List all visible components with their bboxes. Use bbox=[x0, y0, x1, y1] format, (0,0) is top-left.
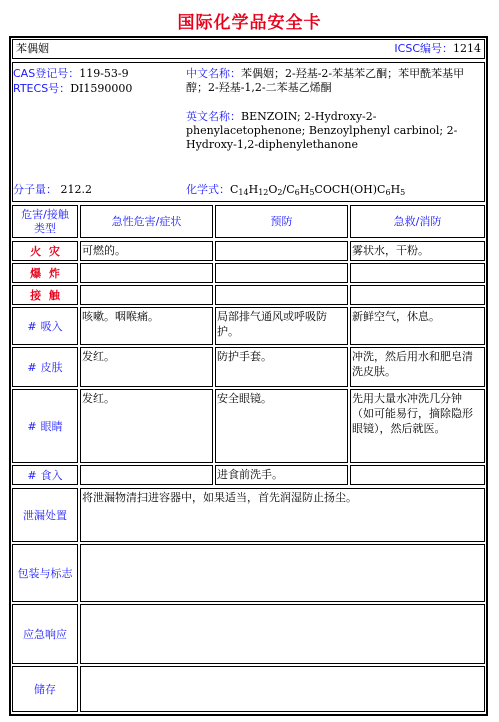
chemical-name: 苯偶姻 bbox=[16, 42, 49, 55]
bottom-text-2 bbox=[80, 604, 485, 664]
bottom-label-0: 泄漏处置 bbox=[12, 488, 78, 542]
col-header-prevention: 预防 bbox=[215, 205, 348, 238]
prevention-cell-4: 防护手套。 bbox=[215, 347, 348, 387]
hash-marker: # bbox=[27, 360, 37, 374]
firstaid-cell-4: 冲洗，然后用水和肥皂清洗皮肤。 bbox=[350, 347, 485, 387]
cas-value: 119-53-9 bbox=[79, 67, 129, 80]
formula-subscript: 6 bbox=[385, 188, 391, 197]
row-label-6 bbox=[12, 465, 78, 485]
hash-marker: # bbox=[27, 319, 37, 333]
acute-cell-3: 咳嗽。咽喉痛。 bbox=[80, 307, 213, 345]
row-label-1 bbox=[12, 263, 78, 283]
row-label-0 bbox=[12, 241, 78, 261]
firstaid-cell-1 bbox=[350, 263, 485, 283]
mw-line bbox=[13, 183, 92, 197]
en-name-block bbox=[186, 110, 482, 152]
prevention-cell-3: 局部排气通风或呼吸防护。 bbox=[215, 307, 348, 345]
acute-cell-2 bbox=[80, 285, 213, 305]
formula-part: H bbox=[299, 183, 310, 196]
en-name-label: 英文名称： bbox=[186, 110, 241, 123]
row-label-text: 火 灾 bbox=[30, 245, 60, 258]
en-name-value: BENZOIN; 2-Hydroxy-2-phenylacetophenone; Benzoylphenyl carbinol; 2-Hydroxy-1,2-diphenylethanone bbox=[186, 110, 458, 151]
formula-line bbox=[186, 183, 405, 197]
formula-part: H bbox=[248, 183, 259, 196]
firstaid-cell-6 bbox=[350, 465, 485, 485]
rtecs-label: RTECS号： bbox=[13, 82, 71, 95]
formula-part: /C bbox=[282, 183, 295, 196]
formula-subscript: 14 bbox=[238, 188, 249, 197]
bottom-text-0: 将泄漏物清扫进容器中，如果适当，首先润湿防止扬尘。 bbox=[80, 488, 485, 542]
row-label-text: 眼睛 bbox=[40, 420, 63, 433]
row-label-text: 接 触 bbox=[30, 289, 60, 302]
hash-marker: # bbox=[27, 419, 37, 433]
formula-subscript: 6 bbox=[294, 188, 300, 197]
firstaid-cell-5: 先用大量水冲洗几分钟（如可能易行，摘除隐形眼镜），然后就医。 bbox=[350, 389, 485, 463]
row-label-4 bbox=[12, 347, 78, 387]
icsc-number bbox=[394, 42, 481, 56]
icsc-label: ICSC编号： bbox=[394, 42, 453, 55]
row-label-2 bbox=[12, 285, 78, 305]
cas-line bbox=[13, 67, 129, 81]
mw-label: 分子量： bbox=[13, 183, 57, 196]
row-label-text: 皮肤 bbox=[40, 361, 63, 374]
cn-name-value: 苯偶姻；2-羟基-2-苯基苯乙酮；苯甲酰苯基甲醇；2-羟基-1,2-二苯基乙烯酮 bbox=[186, 67, 465, 94]
acute-cell-5: 发红。 bbox=[80, 389, 213, 463]
firstaid-cell-3: 新鲜空气，休息。 bbox=[350, 307, 485, 345]
header-row bbox=[12, 39, 485, 59]
prevention-cell-1 bbox=[215, 263, 348, 283]
formula-subscript: 5 bbox=[309, 188, 315, 197]
cn-name-block bbox=[186, 67, 482, 95]
rtecs-line bbox=[13, 82, 132, 96]
acute-cell-6 bbox=[80, 465, 213, 485]
col-header-type: 危害/接触类型 bbox=[12, 205, 78, 238]
firstaid-cell-0: 雾状水，干粉。 bbox=[350, 241, 485, 261]
formula-label: 化学式： bbox=[186, 183, 230, 196]
bottom-label-2: 应急响应 bbox=[12, 604, 78, 664]
formula-part: C bbox=[230, 183, 239, 196]
bottom-label-1: 包装与标志 bbox=[12, 544, 78, 602]
card-title: 国际化学品安全卡 bbox=[177, 13, 322, 33]
rtecs-value: DI1590000 bbox=[70, 82, 133, 95]
col-header-acute: 急性危害/症状 bbox=[80, 205, 213, 238]
row-label-text: 食入 bbox=[40, 469, 63, 482]
row-label-5 bbox=[12, 389, 78, 463]
acute-cell-1 bbox=[80, 263, 213, 283]
formula-subscript: 5 bbox=[400, 188, 406, 197]
formula-subscript: 2 bbox=[277, 188, 283, 197]
bottom-text-1 bbox=[80, 544, 485, 602]
hash-marker: # bbox=[27, 468, 37, 482]
firstaid-cell-2 bbox=[350, 285, 485, 305]
formula-value bbox=[230, 183, 405, 196]
icsc-value: 1214 bbox=[453, 42, 481, 55]
cas-label: CAS登记号： bbox=[13, 67, 80, 80]
bottom-label-3: 储存 bbox=[12, 666, 78, 712]
row-label-text: 吸入 bbox=[40, 320, 63, 333]
mw-value: 212.2 bbox=[60, 183, 92, 196]
row-label-text: 爆 炸 bbox=[30, 267, 60, 280]
col-header-firstaid: 急救/消防 bbox=[350, 205, 485, 238]
prevention-cell-2 bbox=[215, 285, 348, 305]
cn-name-label: 中文名称： bbox=[186, 67, 241, 80]
formula-part: O bbox=[268, 183, 278, 196]
prevention-cell-0 bbox=[215, 241, 348, 261]
formula-part: H bbox=[390, 183, 401, 196]
formula-part: COCH(OH)C bbox=[314, 183, 386, 196]
row-label-3 bbox=[12, 307, 78, 345]
acute-cell-0: 可燃的。 bbox=[80, 241, 213, 261]
prevention-cell-6: 进食前洗手。 bbox=[215, 465, 348, 485]
bottom-text-3 bbox=[80, 666, 485, 712]
prevention-cell-5: 安全眼镜。 bbox=[215, 389, 348, 463]
acute-cell-4: 发红。 bbox=[80, 347, 213, 387]
formula-subscript: 12 bbox=[258, 188, 269, 197]
identification-block bbox=[12, 62, 485, 202]
